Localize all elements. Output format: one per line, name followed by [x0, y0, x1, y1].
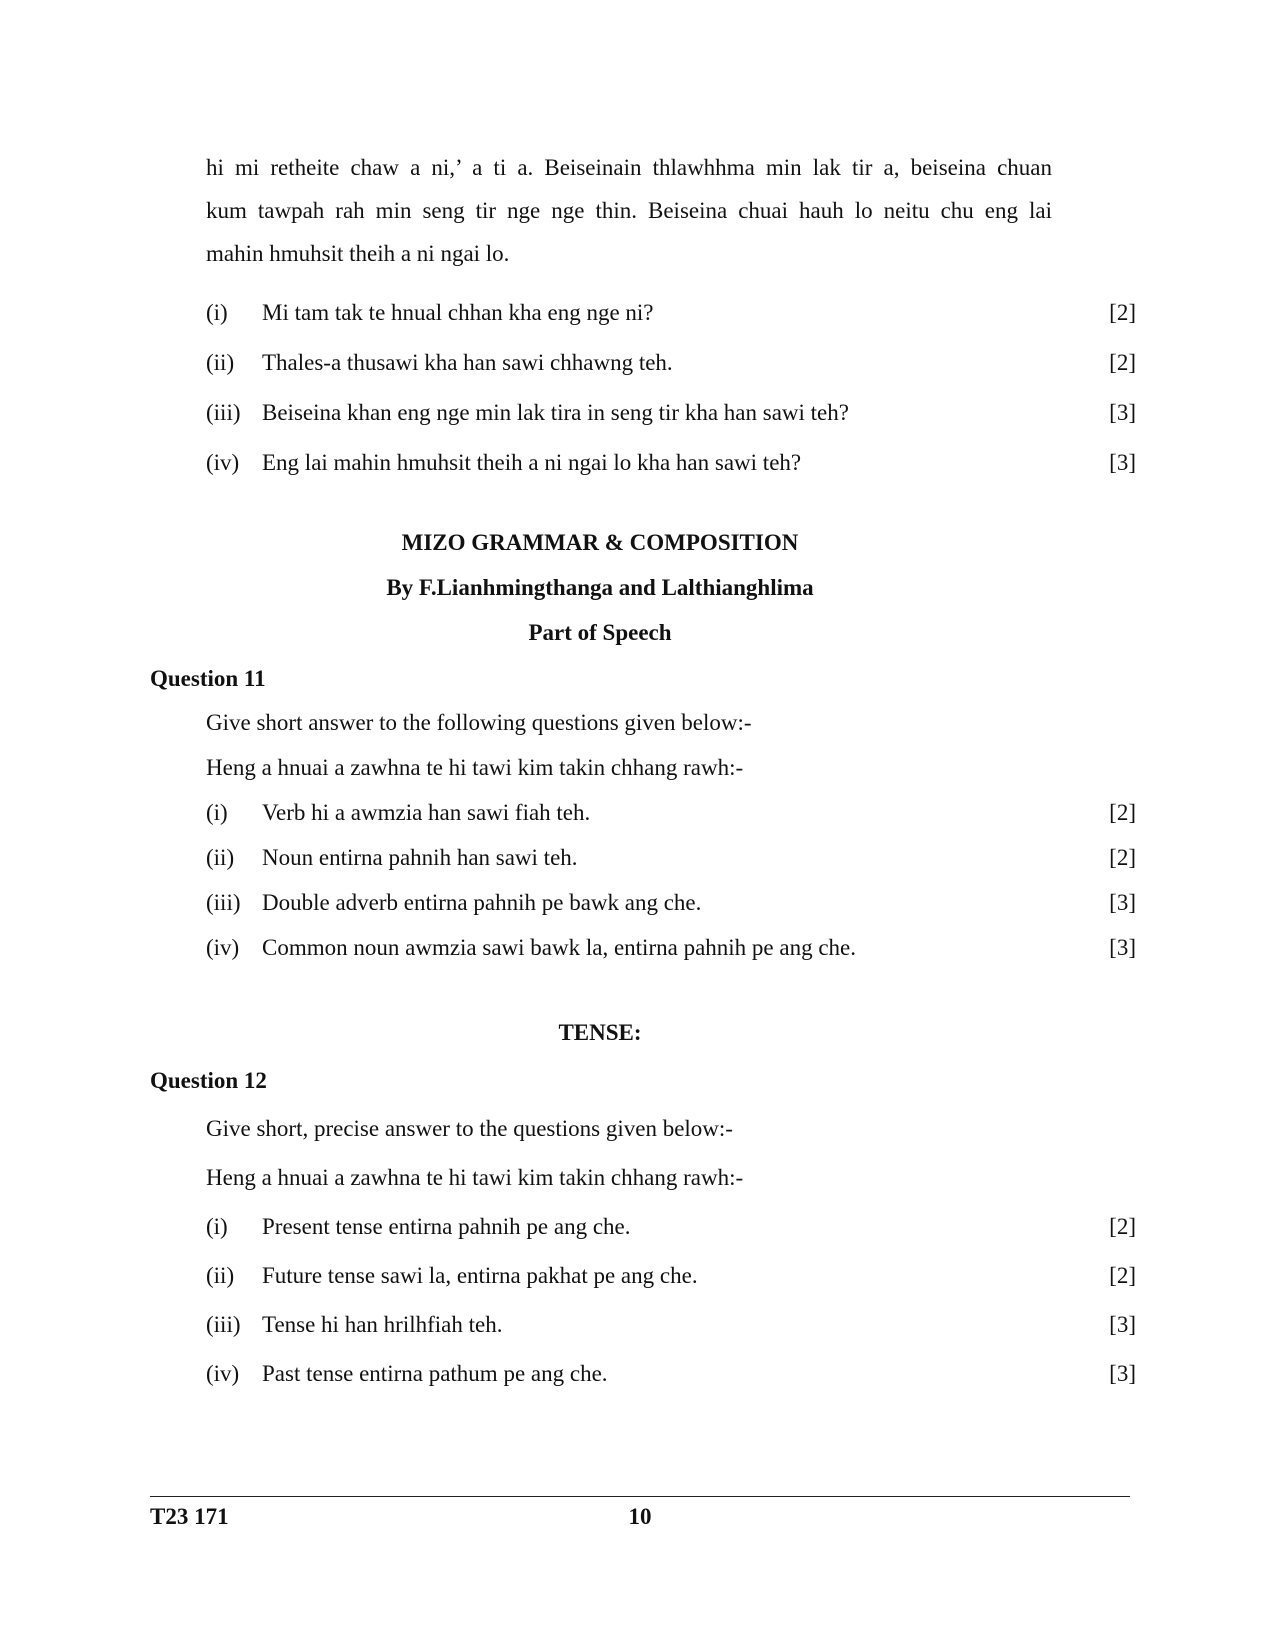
question-text: Tense hi han hrilhfiah teh.	[262, 1312, 503, 1337]
tense-heading: TENSE:	[558, 1020, 642, 1045]
question-marks: [2]	[1109, 300, 1136, 325]
question-marks: [3]	[1109, 890, 1136, 915]
question-item	[206, 398, 1136, 448]
question-number: (ii)	[206, 845, 235, 870]
question-number: (iii)	[206, 400, 241, 425]
question-number: (iii)	[206, 890, 241, 915]
question-marks: [2]	[1109, 350, 1136, 375]
question-text: Common noun awmzia sawi bawk la, entirna pahnih pe ang che.	[262, 935, 857, 960]
question-marks: [3]	[1109, 1312, 1136, 1337]
question-11-instruction-english: Give short answer to the following questions given below:-	[206, 710, 752, 735]
question-text: Eng lai mahin hmuhsit theih a ni ngai lo kha han sawi teh?	[262, 450, 802, 475]
question-marks: [2]	[1109, 1263, 1136, 1288]
question-marks: [3]	[1109, 935, 1136, 960]
question-text: Past tense entirna pathum pe ang che.	[262, 1361, 608, 1386]
passage-question-list	[206, 298, 1136, 498]
question-marks: [3]	[1109, 400, 1136, 425]
question-12-list	[206, 1212, 1136, 1408]
question-item	[206, 843, 1136, 888]
question-text: Present tense entirna pahnih pe ang che.	[262, 1214, 631, 1239]
question-item	[206, 1310, 1136, 1359]
question-marks: [2]	[1109, 800, 1136, 825]
question-item	[206, 1261, 1136, 1310]
question-11-list	[206, 798, 1136, 978]
question-11-heading: Question 11	[150, 666, 266, 691]
section-title: MIZO GRAMMAR & COMPOSITION	[401, 530, 799, 555]
question-marks: [3]	[1109, 450, 1136, 475]
passage-line: kum tawpah rah min seng tir nge nge thin. Beiseina chuai hauh lo neitu chu eng lai	[206, 198, 1052, 223]
question-number: (ii)	[206, 1263, 235, 1288]
question-text: Double adverb entirna pahnih pe bawk ang che.	[262, 890, 702, 915]
question-number: (i)	[206, 1214, 228, 1239]
question-number: (ii)	[206, 350, 235, 375]
question-text: Mi tam tak te hnual chhan kha eng nge ni?	[262, 300, 654, 325]
question-item	[206, 348, 1136, 398]
question-item	[206, 1212, 1136, 1261]
passage-line: hi mi retheite chaw a ni,’ a ti a. Beiseinain thlawhhma min lak tir a, beiseina chuan	[206, 155, 1052, 180]
question-number: (i)	[206, 800, 228, 825]
question-12-instruction-english: Give short, precise answer to the questions given below:-	[206, 1116, 733, 1141]
question-item	[206, 448, 1136, 498]
question-item	[206, 798, 1136, 843]
question-marks: [2]	[1109, 845, 1136, 870]
question-text: Thales-a thusawi kha han sawi chhawng teh.	[262, 350, 673, 375]
footer-divider	[150, 1496, 1130, 1497]
section-authors: By F.Lianhmingthanga and Lalthianghlima	[386, 575, 814, 600]
question-text: Verb hi a awmzia han sawi fiah teh.	[262, 800, 591, 825]
question-text: Beiseina khan eng nge min lak tira in seng tir kha han sawi teh?	[262, 400, 849, 425]
question-number: (iv)	[206, 935, 240, 960]
question-text: Noun entirna pahnih han sawi teh.	[262, 845, 578, 870]
question-11-instruction-mizo: Heng a hnuai a zawhna te hi tawi kim takin chhang rawh:-	[206, 755, 744, 780]
question-number: (i)	[206, 300, 228, 325]
question-number: (iv)	[206, 1361, 240, 1386]
paper-code: T23 171	[150, 1504, 229, 1529]
page-number: 10	[628, 1504, 652, 1529]
question-item	[206, 1359, 1136, 1408]
question-12-heading: Question 12	[150, 1068, 267, 1093]
question-marks: [2]	[1109, 1214, 1136, 1239]
question-number: (iii)	[206, 1312, 241, 1337]
question-item	[206, 298, 1136, 348]
question-text: Future tense sawi la, entirna pakhat pe ang che.	[262, 1263, 698, 1288]
question-number: (iv)	[206, 450, 240, 475]
question-marks: [3]	[1109, 1361, 1136, 1386]
passage-line: mahin hmuhsit theih a ni ngai lo.	[206, 241, 510, 266]
question-12-instruction-mizo: Heng a hnuai a zawhna te hi tawi kim takin chhang rawh:-	[206, 1165, 744, 1190]
question-item	[206, 933, 1136, 978]
question-item	[206, 888, 1136, 933]
section-subtitle: Part of Speech	[528, 620, 672, 645]
passage-paragraph	[206, 146, 1052, 275]
